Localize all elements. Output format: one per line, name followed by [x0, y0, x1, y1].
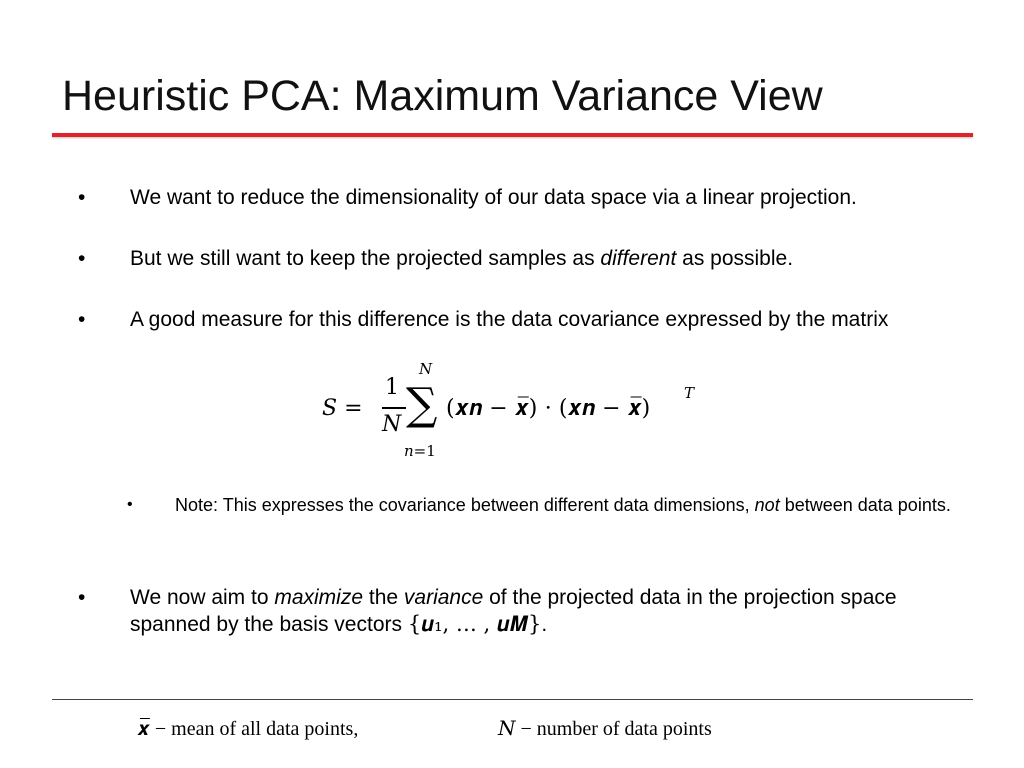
count-symbol: 𝑁 [498, 716, 516, 740]
footer-mean-definition [137, 716, 358, 741]
bullet-text-emphasis-maximize: maximize [274, 586, 364, 609]
bullet-dot: • [78, 308, 86, 331]
sum-upper-limit: 𝑁 [419, 360, 433, 378]
bullet-dot: • [78, 247, 86, 270]
bullet-text: A good measure for this difference is the data covariance expressed by the matrix [130, 308, 889, 331]
bullet-dot: • [78, 186, 86, 209]
bullet-covariance-measure [78, 306, 960, 333]
note-subbullet [127, 493, 975, 517]
note-text-pre: Note: This expresses the covariance between different data dimensions, [175, 495, 755, 515]
covariance-formula [322, 362, 742, 462]
note-text-emphasis: not [754, 495, 780, 515]
bullet-text-pre: But we still want to keep the projected samples as [130, 247, 601, 270]
bullet-text-emphasis-variance: variance [403, 586, 484, 609]
formula-numerator: 1 [385, 375, 399, 400]
mean-definition-text: − mean of all data points, [149, 718, 359, 740]
formula-body: (𝒙𝒏 − 𝒙̅) ⋅ (𝒙𝒏 − 𝒙̅) [446, 396, 651, 421]
bullet-maximize-variance [78, 584, 970, 638]
sum-lower-limit: 𝑛=1 [404, 442, 436, 460]
transpose-superscript: 𝑇 [684, 384, 695, 402]
formula-denominator: 𝑁 [382, 412, 402, 437]
count-definition-text: − number of data points [515, 718, 712, 740]
bullet-text-pre: We now aim to [130, 586, 275, 609]
footer-count-definition [498, 716, 712, 741]
footer-divider [52, 699, 973, 700]
bullet-dot: • [78, 586, 86, 609]
summation-symbol: ∑ [406, 379, 438, 430]
fraction-bar [382, 407, 406, 409]
basis-vector-set: {𝒖₁, … , 𝒖𝑴} [407, 612, 542, 636]
bullet-text-emphasis: different [600, 247, 677, 270]
note-text-post: between data points. [779, 495, 951, 515]
bullet-dot: • [127, 496, 133, 513]
bullet-text: We want to reduce the dimensionality of our data space via a linear projection. [130, 186, 857, 209]
bullet-reduce-dimensionality [78, 184, 960, 211]
formula-lhs: 𝑆 = [322, 396, 363, 421]
bullet-text-post: of the projected data in the projection space spanned by the basis vectors [130, 586, 897, 636]
mean-symbol: 𝒙̅ [137, 716, 150, 740]
bullet-keep-different [78, 245, 960, 272]
bullet-text-end: . [541, 613, 548, 636]
bullet-text-post: as possible. [676, 247, 794, 270]
bullet-text-mid: the [363, 586, 404, 609]
slide-title: Heuristic PCA: Maximum Variance View [62, 72, 823, 120]
title-underline [52, 133, 973, 137]
